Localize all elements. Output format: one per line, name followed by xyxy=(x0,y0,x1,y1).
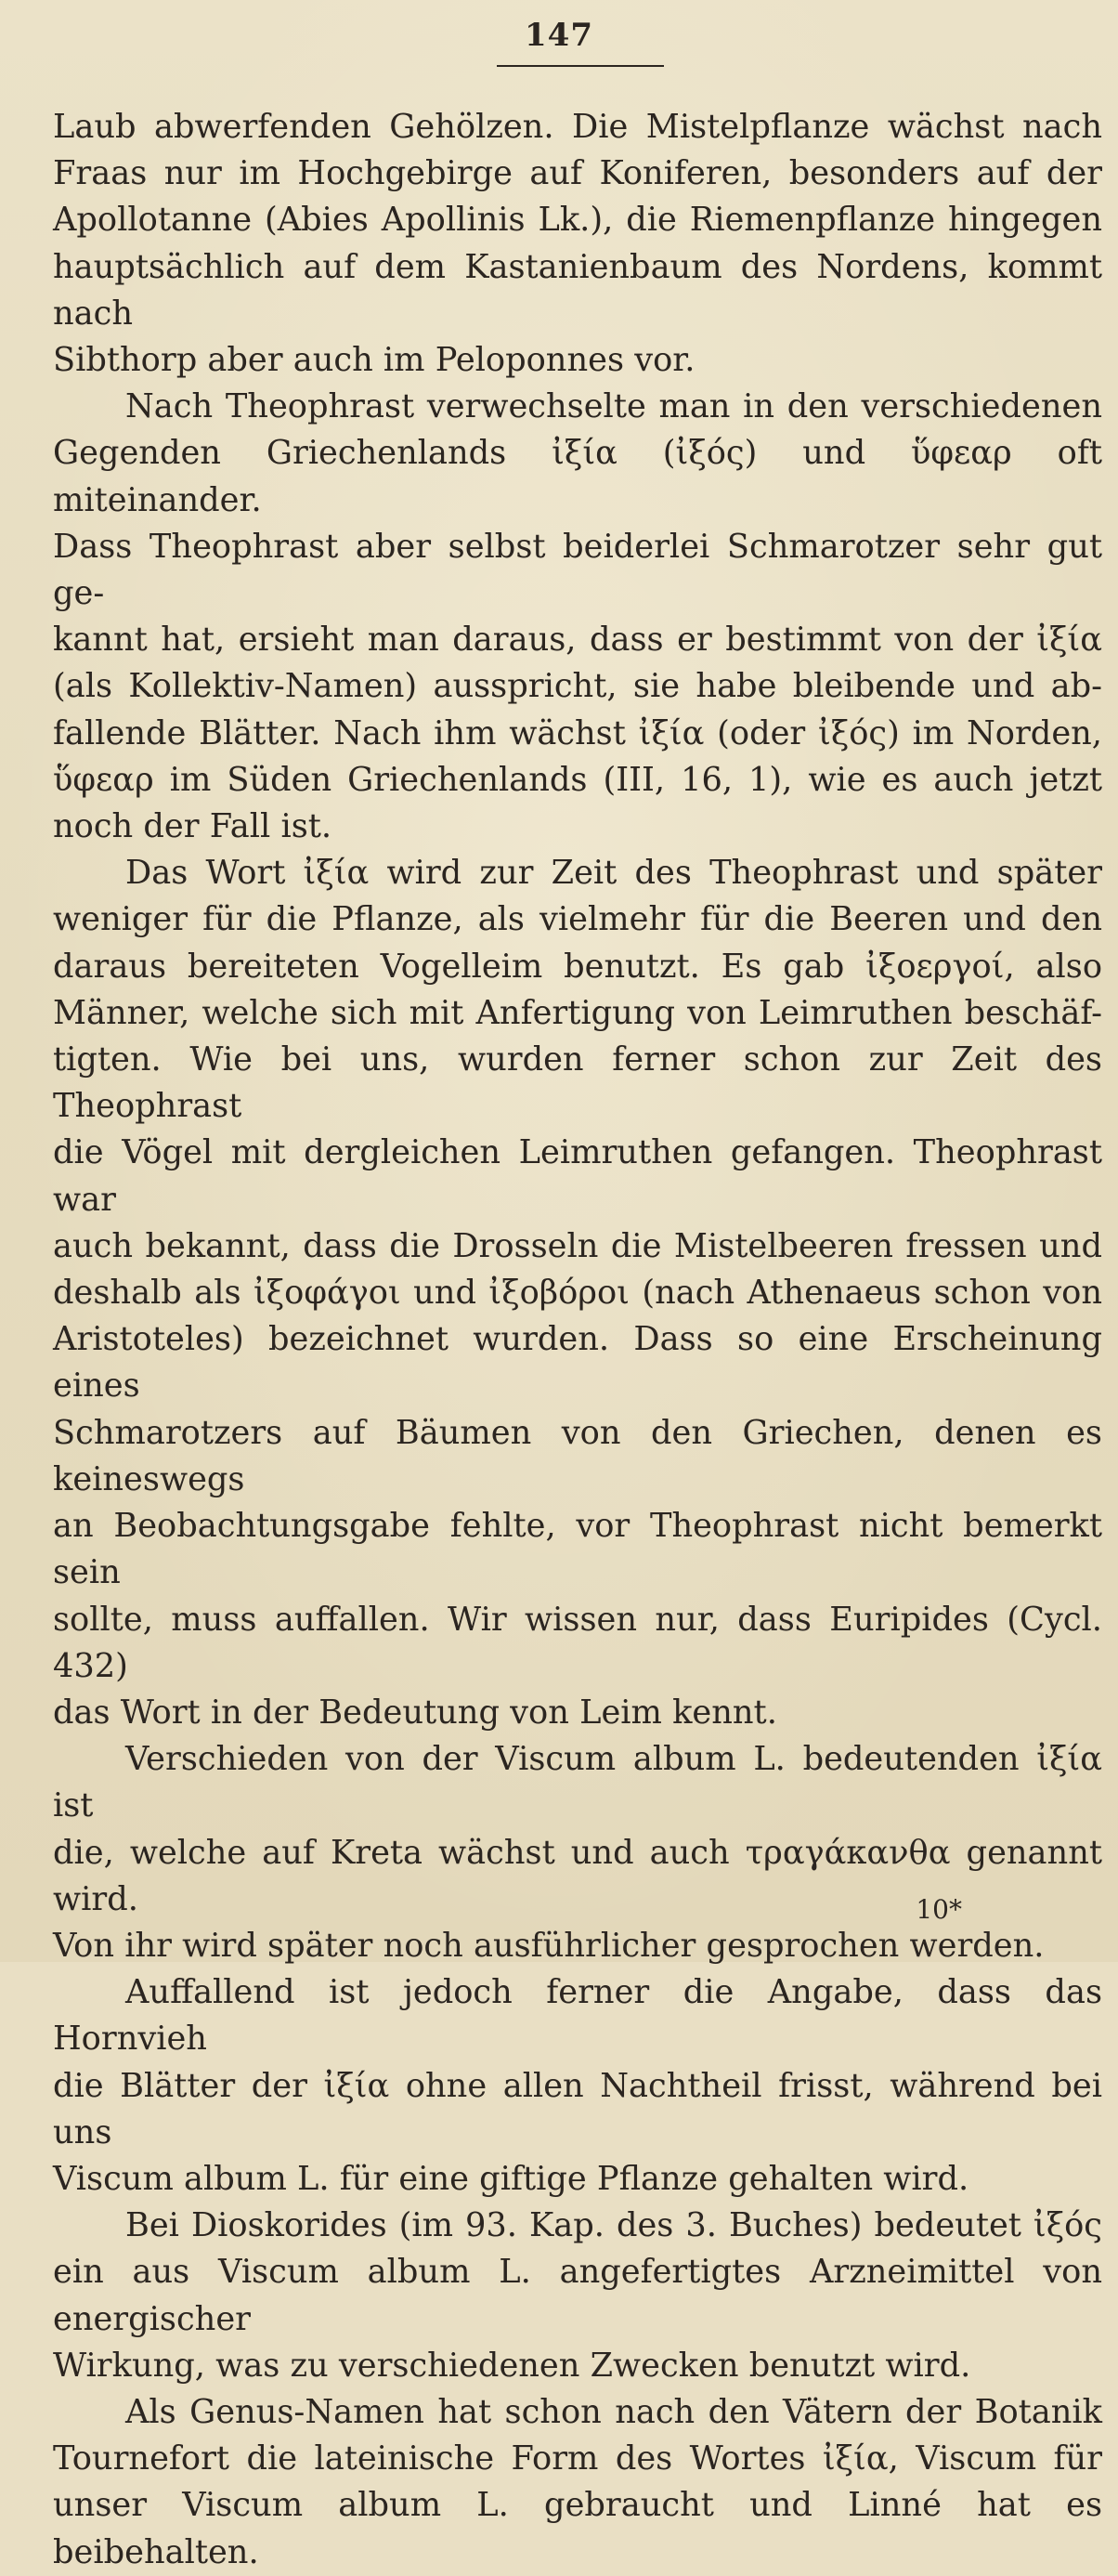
text-line: auch bekannt, dass die Drosseln die Mistelbeeren fressen und xyxy=(53,1226,1102,1265)
text-line: Tournefort die lateinische Form des Wortes ἰξία, Viscum für xyxy=(53,2439,1102,2478)
paragraph xyxy=(53,1969,1102,2203)
text-line: das Wort in der Bedeutung von Leim kennt. xyxy=(53,1693,777,1732)
text-line: tigten. Wie bei uns, wurden ferner schon zur Zeit des Theophrast xyxy=(53,1040,1102,1126)
text-line: Verschieden von der Viscum album L. bedeutenden ἰξία ist xyxy=(53,1740,1102,1825)
text-line: Wirkung, was zu verschiedenen Zwecken benutzt wird. xyxy=(53,2346,971,2385)
text-line: daraus bereiteten Vogelleim benutzt. Es gab ἰξοεργοί, also xyxy=(53,947,1102,986)
text-line: Laub abwerfenden Gehölzen. Die Mistelpflanze wächst nach xyxy=(53,108,1102,146)
text-line: Sibthorp aber auch im Peloponnes vor. xyxy=(53,341,696,380)
text-line: ein aus Viscum album L. angefertigtes Arzneimittel von energischer xyxy=(53,2253,1102,2338)
text-line: noch der Fall ist. xyxy=(53,807,332,846)
text-line: die, welche auf Kreta wächst und auch τραγάκανθα genannt wird. xyxy=(53,1833,1102,1918)
text-line: an Beobachtungsgabe fehlte, vor Theophrast nicht bemerkt sein xyxy=(53,1507,1102,1592)
text-line: kannt hat, ersieht man daraus, dass er bestimmt von der ἰξία xyxy=(53,621,1102,660)
text-line: Schmarotzers auf Bäumen von den Griechen, denen es keineswegs xyxy=(53,1413,1102,1498)
body-text xyxy=(53,104,1102,2576)
text-line: deshalb als ἰξοφάγοι und ἰξοβόροι (nach Athenaeus schon von xyxy=(53,1274,1102,1313)
text-line: ὕφεαρ im Süden Griechenlands (III, 16, 1), wie es auch jetzt xyxy=(53,760,1102,799)
text-line: Männer, welche sich mit Anfertigung von Leimruthen beschäf- xyxy=(53,993,1102,1032)
text-line: die Blätter der ἰξία ohne allen Nachtheil frisst, während bei uns xyxy=(53,2066,1102,2151)
paragraph xyxy=(53,2389,1102,2576)
page-number: 147 xyxy=(525,17,593,54)
text-line: weniger für die Pflanze, als vielmehr für die Beeren und den xyxy=(53,900,1102,939)
text-line: unser Viscum album L. gebraucht und Linné hat es beibehalten. xyxy=(53,2486,1102,2571)
text-line: hauptsächlich auf dem Kastanienbaum des Nordens, kommt nach xyxy=(53,247,1102,333)
text-line: fallende Blätter. Nach ihm wächst ἰξία (oder ἰξός) im Norden, xyxy=(53,713,1102,752)
header-rule xyxy=(497,65,664,67)
signature-mark: 10* xyxy=(916,1894,962,1925)
text-line: Gegenden Griechenlands ἰξία (ἰξός) und ὕφεαρ oft miteinander. xyxy=(53,434,1102,519)
text-line: Viscum album L. für eine giftige Pflanze gehalten wird. xyxy=(53,2159,969,2198)
text-line: Dass Theophrast aber selbst beiderlei Schmarotzer sehr gut ge- xyxy=(53,527,1102,613)
paragraph xyxy=(53,104,1102,384)
text-line: sollte, muss auffallen. Wir wissen nur, dass Euripides (Cycl. 432) xyxy=(53,1600,1102,1685)
text-line: Bei Dioskorides (im 93. Kap. des 3. Buches) bedeutet ἰξός xyxy=(125,2206,1102,2245)
text-line: Das Wort ἰξία wird zur Zeit des Theophrast und später xyxy=(125,854,1102,893)
paragraph xyxy=(53,1736,1102,1969)
text-line: (als Kollektiv-Namen) ausspricht, sie habe bleibende und ab- xyxy=(53,667,1102,706)
text-line: die Vögel mit dergleichen Leimruthen gefangen. Theophrast war xyxy=(53,1133,1102,1219)
text-line: Aristoteles) bezeichnet wurden. Dass so eine Erscheinung eines xyxy=(53,1320,1102,1406)
text-line: Nach Theophrast verwechselte man in den verschiedenen xyxy=(125,387,1102,426)
paragraph xyxy=(53,384,1102,850)
text-line: Als Genus-Namen hat schon nach den Vätern der Botanik xyxy=(125,2392,1102,2431)
paragraph xyxy=(53,850,1102,1736)
paragraph xyxy=(53,2203,1102,2389)
text-line: Auffallend ist jedoch ferner die Angabe, dass das Hornvieh xyxy=(53,1973,1102,2059)
text-line: Von ihr wird später noch ausführlicher gesprochen werden. xyxy=(53,1926,1045,1965)
text-line: Apollotanne (Abies Apollinis Lk.), die Riemenpflanze hingegen xyxy=(53,201,1102,240)
text-line: Fraas nur im Hochgebirge auf Koniferen, besonders auf der xyxy=(53,154,1102,193)
